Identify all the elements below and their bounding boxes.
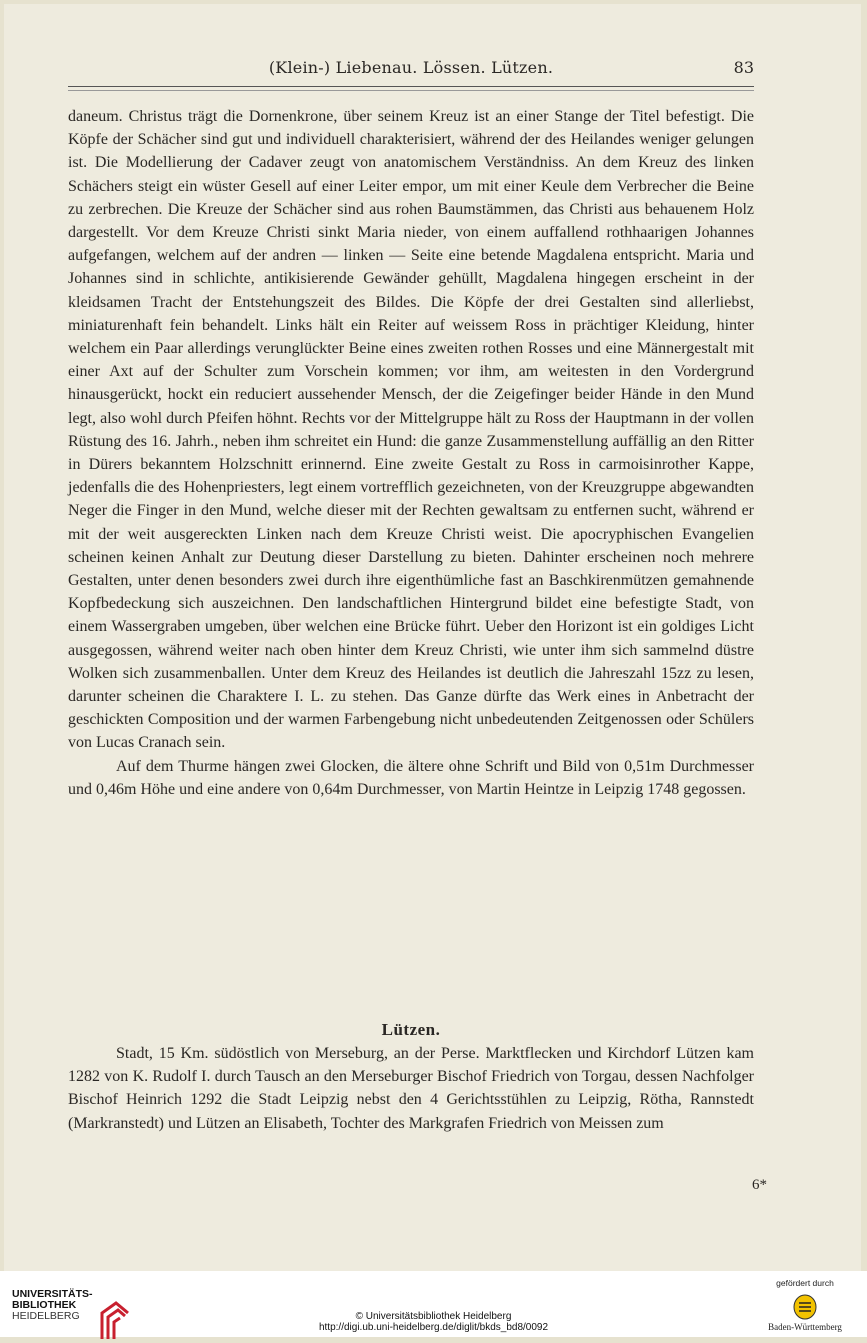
- copyright-notice: [0, 1311, 867, 1333]
- running-header: [68, 58, 754, 82]
- library-name-line2: BIBLIOTHEK: [12, 1299, 77, 1311]
- section-title: Lützen.: [381, 1020, 441, 1039]
- copyright-text: © Universitätsbibliothek Heidelberg: [355, 1311, 512, 1322]
- sponsor-label: gefördert durch: [776, 1278, 834, 1288]
- signature-mark: 6*: [752, 1177, 767, 1193]
- library-name-line1: UNIVERSITÄTS-: [12, 1288, 93, 1300]
- permalink[interactable]: http://digi.ub.uni-heidelberg.de/diglit/bkds_bd8/0092: [318, 1322, 549, 1333]
- sponsor-block: [765, 1278, 845, 1332]
- body-text-lutzen: [68, 1042, 754, 1135]
- paragraph-lutzen-history: Stadt, 15 Km. südöstlich von Merseburg, an der Perse. Marktflecken und Kirchdorf Lützen kam 1282 von K. Rudolf I. durch Tausch an den Merseburger Bischof Friedrich von Torgau, dessen Nachfolger Bischof Heinrich 1292 die Stadt Leipzig nebst den 4 Gerichtsstühlen zu Leipzig, Rötha, Rannstedt (Markranstedt) und Lützen an Elisabeth, Tochter des Markgrafen Friedrich von Meissen zum: [68, 1045, 754, 1132]
- library-name-line3: HEIDELBERG: [12, 1310, 80, 1322]
- footer-bar: [0, 1271, 867, 1337]
- body-text-top: [68, 105, 754, 801]
- running-title: (Klein-) Liebenau. Lössen. Lützen.: [268, 58, 554, 77]
- paragraph-bells: Auf dem Thurme hängen zwei Glocken, die ältere ohne Schrift und Bild von 0,51m Durchmesser und 0,46m Höhe und eine andere von 0,64m Durchmesser, von Martin Heintze in Leipzig 1748 gegossen.: [68, 757, 754, 798]
- paragraph-crucifixion-description: daneum. Christus trägt die Dornenkrone, über seinem Kreuz ist an einer Stange der Titel befestigt. Die Köpfe der Schächer sind gut und individuell charakterisiert, während der des Heilandes weniger gelungen ist. Die Modellierung der Cadaver zeugt von anatomischem Verständniss. An dem Kreuz des linken Schächers steigt ein wüster Gesell auf einer Leiter empor, um mit einer Keule dem Verbrecher die Beine zu zerbrechen. Die Kreuze der Schächer sind aus rohen Baumstämmen, das Christi aus behauenem Holz dargestellt. Vor dem Kreuze Christi sinkt Maria nieder, von einem auffallend rothhaarigen Johannes aufgefangen, welchem auf der andren — linken — Seite eine betende Magdalena entspricht. Maria und Johannes sind in schlichte, antikisierende Gewänder gehüllt, Magdalena hingegen erscheint in der kleidsamen Tracht der Entstehungszeit des Bildes. Die Köpfe der drei Gestalten sind allerliebst, miniaturenhaft fein behandelt. Links hält ein Reiter auf weissem Ross in prächtiger Kleidung, hinter welchem ein Paar allerdings verunglückter Beine eines zweiten rothen Rosses und eine Männergestalt mit einer Axt auf der Schulter zum Vorschein kommen; vor ihm, am weitesten in den Vordergrund hinausgerückt, hockt ein reduciert aussehender Mensch, der die Zeigefinger beider Hände in den Mund legt, also wohl durch Pfeifen höhnt. Rechts vor der Mittelgruppe hält zu Ross der Hauptmann in der vollen Rüstung des 16. Jahrh., neben ihm schreitet ein Hund: die ganze Zusammenstellung auffällig an den Ritter in Dürers bekanntem Holzschnitt erinnernd. Eine zweite Gestalt zu Ross in carmoisinrother Kappe, jedenfalls die des Hohenpriesters, legt einem vortrefflich gezeichneten, von der Kreuzgruppe abgewandten Neger die Finger in den Mund, welche dieser mit der Rechten gewaltsam zu entfernen sucht, während er mit der weit ausgereckten Linken nach dem Kreuze Christi weist. Die apocryphischen Evangelien scheinen keinen Anhalt zur Deutung dieser Darstellung zu bieten. Dahinter erscheinen noch mehrere Gestalten, unter denen besonders zwei durch ihre eigenthümliche fast an Baschkirenmützen gemahnende Kopfbedeckung sich auszeichnen. Den landschaftlichen Hintergrund bildet eine befestigte Stadt, von einem Wassergraben umgeben, über welchen eine Brücke führt. Ueber den Horizont ist ein goldiges Licht ausgegossen, während weiter nach oben hinter dem Kreuz Christi, wie unter ihm sich sammelnd düstre Wolken sich zusammenballen. Unter dem Kreuz des Heilandes ist deutlich die Jahreszahl 15zz zu lesen, darunter scheinen die Charaktere I. L. zu stehen. Das Ganze dürfte das Werk eines in Anbetracht der geschickten Composition und der warmen Farbengebung nicht unbedeutenden Zeitgenossen oder Schülers von Lucas Cranach sein.: [68, 108, 754, 752]
- page-number: 83: [733, 58, 754, 77]
- sponsor-name: Baden-Württemberg: [768, 1322, 842, 1332]
- header-rule-thin: [68, 90, 754, 91]
- header-rule: [68, 86, 754, 87]
- coat-of-arms-icon: [793, 1294, 817, 1320]
